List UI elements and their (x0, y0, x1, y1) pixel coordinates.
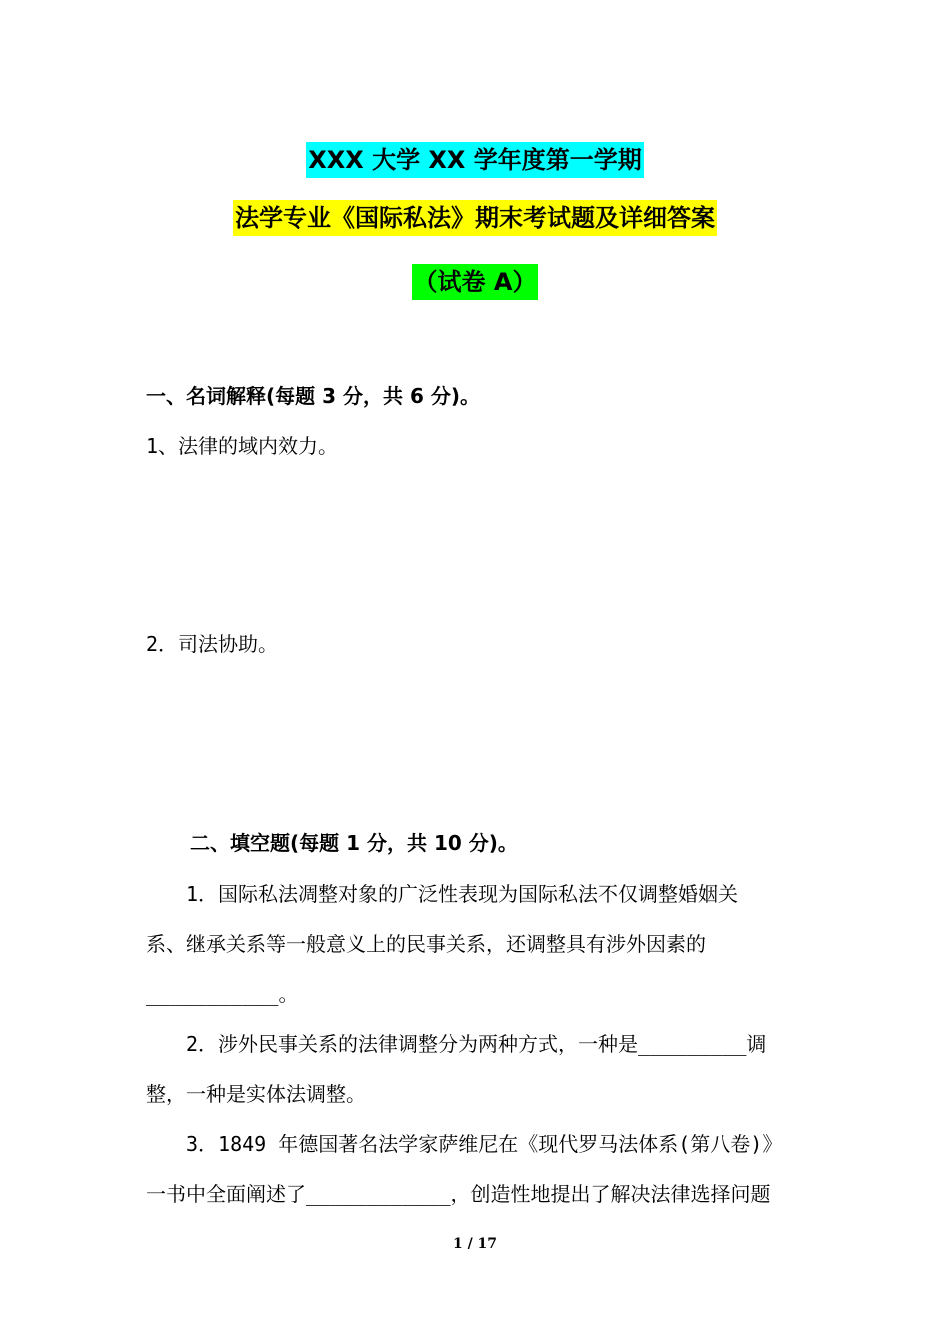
title-line-3 (0, 264, 950, 300)
page-number: 1 / 17 (452, 1236, 498, 1252)
section-2-question-1-line-2: 系、继承关系等一般意义上的民事关系，还调整具有涉外因素的 (146, 932, 706, 956)
section-2-heading: 二、填空题(每题 1 分，共 10 分)。 (190, 831, 518, 855)
section-2-question-1-line-3: ___________。 (146, 982, 299, 1006)
section-1-question-2: 2．司法协助。 (146, 632, 279, 656)
section-2-question-3-line-2: 一书中全面阐述了____________，创造性地提出了解决法律选择问题 (146, 1182, 771, 1206)
answer-blank: _________ (638, 1032, 747, 1056)
section-2-question-1-line-1: 1．国际私法凋整对象的广泛性表现为国际私法不仅调整婚姻关 (186, 882, 739, 906)
question-2-text-b: 调 (746, 1032, 767, 1056)
section-2-question-2-line-2: 整，一种是实体法调整。 (146, 1082, 366, 1106)
exam-paper-label: （试卷 A） (412, 264, 539, 300)
section-1-question-1: 1、法律的域内效力。 (146, 434, 339, 458)
title-line-1 (0, 142, 950, 178)
question-2-text-a: 2．涉外民事关系的法律调整分为两种方式，一种是 (186, 1032, 639, 1056)
exam-title-university: XXX 大学 XX 学年度第一学期 (306, 142, 644, 178)
section-2-question-3-line-1: 3．1849 年德国著名法学家萨维尼在《现代罗马法体系(第八卷)》 (186, 1132, 783, 1156)
section-1-heading: 一、名词解释(每题 3 分，共 6 分)。 (146, 384, 480, 408)
title-line-2 (0, 200, 950, 236)
section-2-question-2-line-1 (186, 1030, 766, 1058)
exam-title-course: 法学专业《国际私法》期末考试题及详细答案 (233, 200, 717, 236)
